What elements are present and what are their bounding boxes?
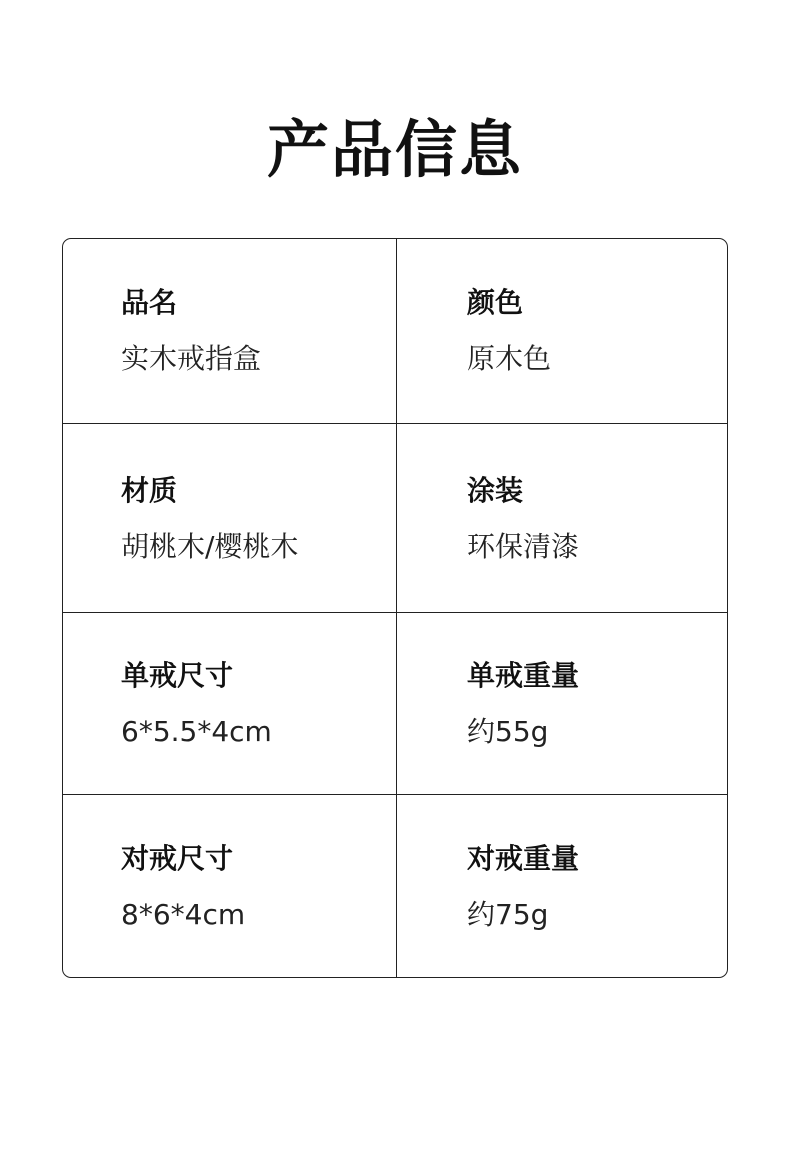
spec-value: 约75g — [467, 898, 549, 931]
spec-label: 颜色 — [467, 286, 524, 319]
product-info-table — [62, 238, 728, 978]
spec-cell-single-size — [63, 612, 396, 794]
spec-value: 原木色 — [467, 342, 552, 375]
spec-label: 材质 — [121, 474, 178, 507]
spec-label: 对戒重量 — [467, 842, 580, 875]
spec-value: 实木戒指盒 — [121, 342, 262, 375]
spec-cell-name — [63, 239, 396, 423]
spec-label: 对戒尺寸 — [121, 842, 234, 875]
spec-value: 胡桃木/樱桃木 — [121, 530, 299, 563]
spec-label: 单戒重量 — [467, 659, 580, 692]
spec-cell-color — [396, 239, 728, 423]
spec-label: 单戒尺寸 — [121, 659, 234, 692]
spec-cell-finish — [396, 423, 728, 612]
page-title: 产品信息 — [266, 113, 523, 186]
spec-label: 涂装 — [467, 474, 524, 507]
spec-cell-single-weight — [396, 612, 728, 794]
spec-value: 约55g — [467, 715, 549, 748]
spec-value: 6*5.5*4cm — [121, 715, 272, 748]
spec-value: 8*6*4cm — [121, 898, 246, 931]
spec-value: 环保清漆 — [467, 530, 580, 563]
spec-label: 品名 — [121, 286, 178, 319]
spec-cell-material — [63, 423, 396, 612]
spec-cell-pair-size — [63, 794, 396, 978]
spec-cell-pair-weight — [396, 794, 728, 978]
